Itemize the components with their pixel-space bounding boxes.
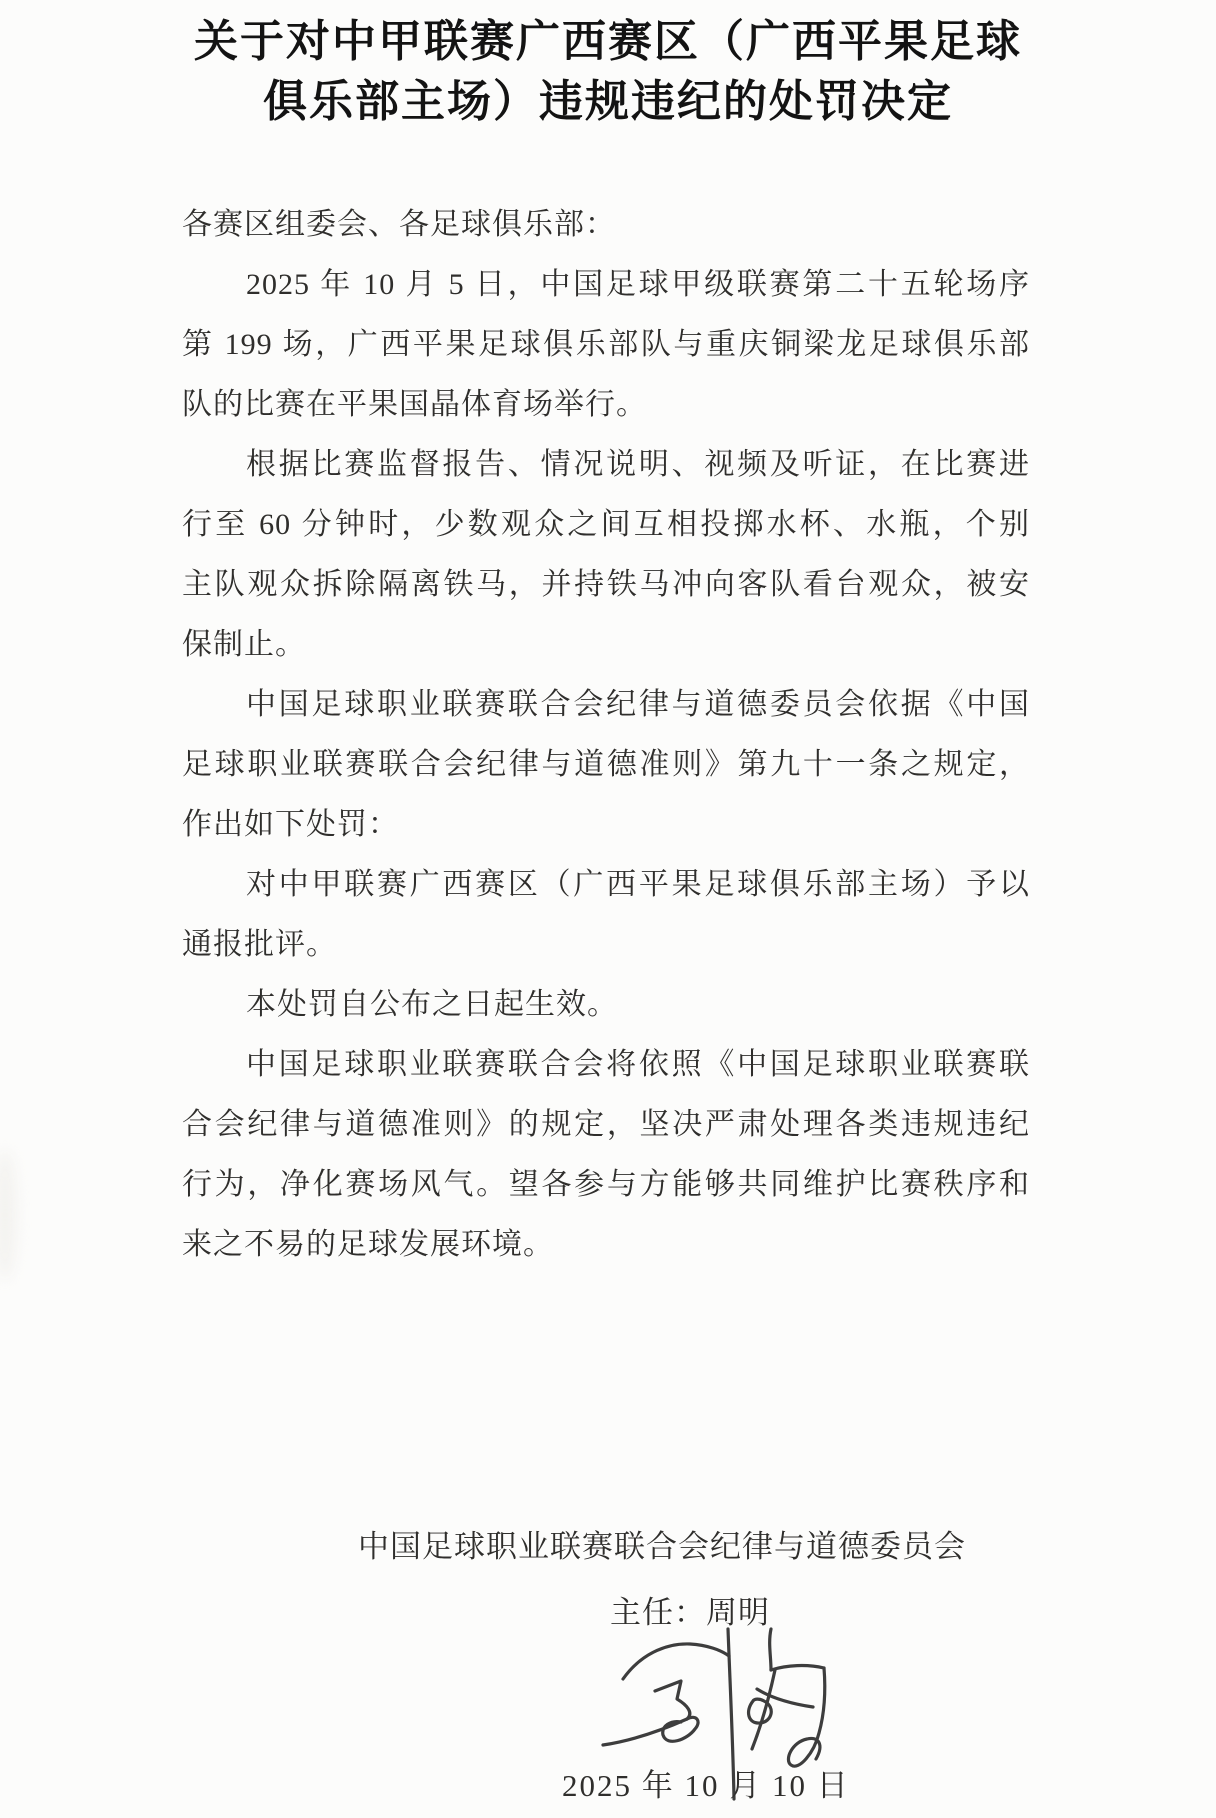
issuing-committee: 中国足球职业联赛联合会纪律与道德委员会 xyxy=(358,1529,966,1564)
body-line: 中国足球职业联赛联合会纪律与道德委员会依据《中国 xyxy=(246,688,1030,721)
body-line: 合会纪律与道德准则》的规定，坚决严肃处理各类违规违纪 xyxy=(182,1108,1030,1141)
body-line: 保制止。 xyxy=(182,628,306,661)
document-body xyxy=(182,195,1030,1275)
document-title xyxy=(108,12,1108,132)
body-line: 来之不易的足球发展环境。 xyxy=(182,1228,554,1261)
signer-title-name: 主任：周明 xyxy=(610,1595,770,1630)
body-line: 对中甲联赛广西赛区（广西平果足球俱乐部主场）予以 xyxy=(246,868,1030,901)
body-line: 2025 年 10 月 5 日，中国足球甲级联赛第二十五轮场序 xyxy=(246,268,1030,301)
body-line: 行至 60 分钟时，少数观众之间互相投掷水杯、水瓶，个别 xyxy=(182,508,1030,541)
body-line: 第 199 场，广西平果足球俱乐部队与重庆铜梁龙足球俱乐部 xyxy=(182,328,1030,361)
body-line: 各赛区组委会、各足球俱乐部： xyxy=(182,208,616,241)
body-line: 主队观众拆除隔离铁马，并持铁马冲向客队看台观众，被安 xyxy=(182,568,1030,601)
body-line: 中国足球职业联赛联合会将依照《中国足球职业联赛联 xyxy=(246,1048,1030,1081)
body-line: 足球职业联赛联合会纪律与道德准则》第九十一条之规定， xyxy=(182,748,1030,781)
document-date: 2025 年 10 月 10 日 xyxy=(562,1768,850,1803)
document-title-line2: 俱乐部主场）违规违纪的处罚决定 xyxy=(263,77,953,126)
body-line: 队的比赛在平果国晶体育场举行。 xyxy=(182,388,647,421)
body-line: 行为，净化赛场风气。望各参与方能够共同维护比赛秩序和 xyxy=(182,1168,1030,1201)
body-line: 本处罚自公布之日起生效。 xyxy=(246,988,618,1021)
body-line: 根据比赛监督报告、情况说明、视频及听证，在比赛进 xyxy=(246,448,1030,481)
document-title-line1: 关于对中甲联赛广西赛区（广西平果足球 xyxy=(194,17,1022,66)
body-line: 作出如下处罚： xyxy=(182,808,399,841)
body-line: 通报批评。 xyxy=(182,928,337,961)
scan-smudge-artifact xyxy=(0,1150,16,1280)
